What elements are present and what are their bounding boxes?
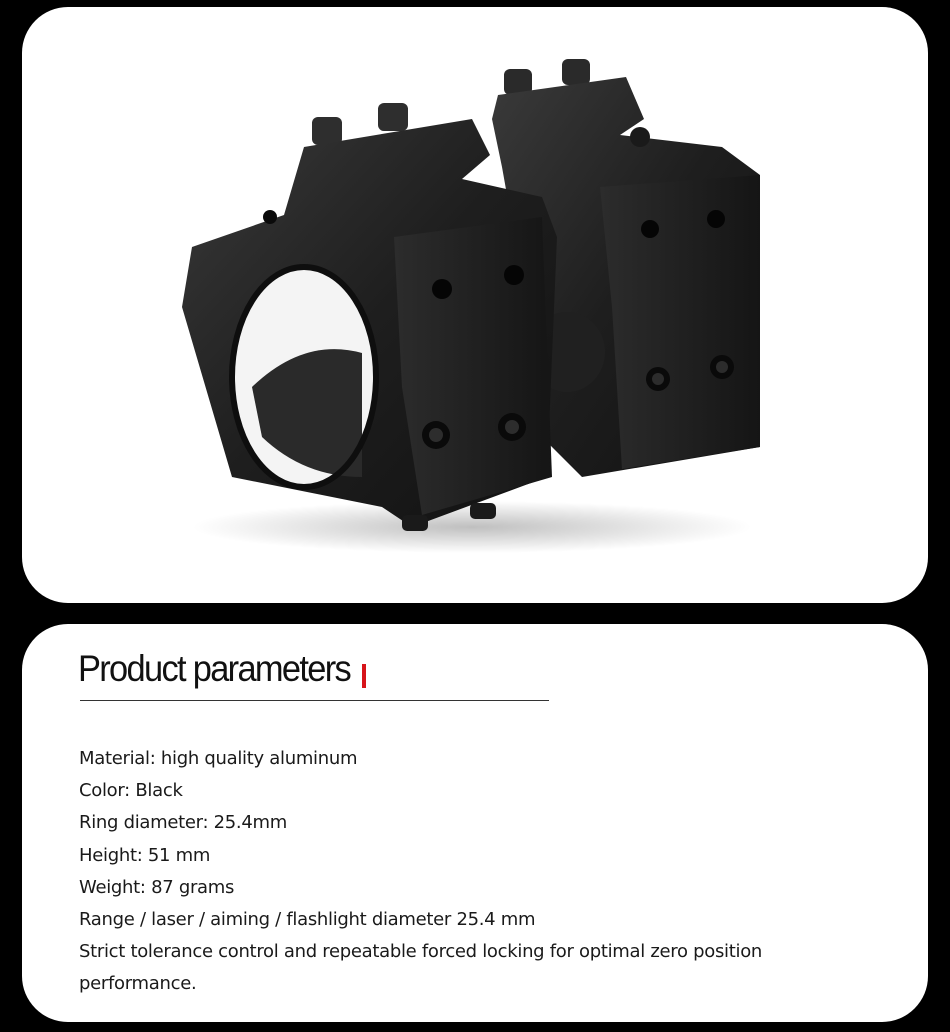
spec-weight: Weight: 87 grams xyxy=(79,876,235,898)
spec-color: Color: Black xyxy=(79,780,183,802)
title-divider xyxy=(80,700,549,701)
product-parameters-card xyxy=(22,624,928,1022)
spec-height: Height: 51 mm xyxy=(79,844,211,866)
front-ring xyxy=(182,103,557,531)
parameters-title: Product parameters xyxy=(78,648,351,689)
spec-list xyxy=(79,743,839,1001)
product-image-card xyxy=(22,7,928,603)
spec-compatible-diameter: Range / laser / aiming / flashlight diameter 25.4 mm xyxy=(79,909,536,931)
scope-mount-image xyxy=(22,7,928,603)
spec-material: Material: high quality aluminum xyxy=(79,748,358,769)
title-accent-bar xyxy=(362,664,366,688)
spec-tolerance-note: Strict tolerance control and repeatable forced locking for optimal zero position performance. xyxy=(79,941,763,995)
spec-ring-diameter: Ring diameter: 25.4mm xyxy=(79,812,287,834)
